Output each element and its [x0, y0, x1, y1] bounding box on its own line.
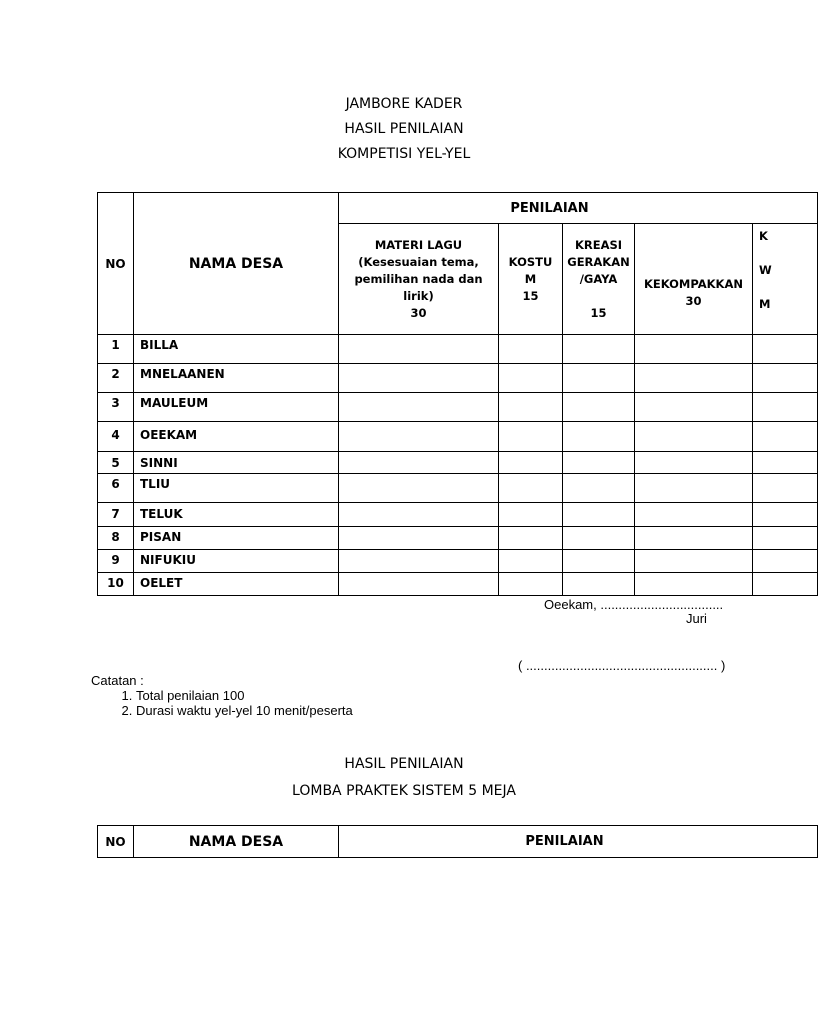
list-item: 2. Durasi waktu yel-yel 10 menit/peserta [136, 703, 353, 718]
score-table-yel-yel [97, 192, 818, 596]
signature-place-date: Oeekam, .................................. [544, 597, 724, 612]
header-kekompakkan: KEKOMPAKKAN 30 [635, 224, 753, 335]
header-kostum: KOSTU M 15 [499, 224, 563, 335]
document-title [0, 92, 808, 167]
header-materi-lagu: MATERI LAGU (Kesesuaian tema, pemilihan nada dan lirik) 30 [339, 224, 499, 335]
table-row: 1 BILLA [98, 335, 818, 364]
header-penilaian: PENILAIAN [339, 193, 818, 224]
title2-line-1: HASIL PENILAIAN [344, 756, 464, 772]
table-row: 6 TLIU [98, 474, 818, 503]
score-table-5-meja [97, 825, 818, 858]
header-kreasi-gerakan: KREASI GERAKAN /GAYA 15 [563, 224, 635, 335]
header-nama-desa: NAMA DESA [134, 826, 339, 858]
table-row: 2 MNELAANEN [98, 364, 818, 393]
table-row: 9 NIFUKIU [98, 550, 818, 573]
table-row: 7 TELUK [98, 503, 818, 527]
title-line-2: HASIL PENILAIAN [344, 121, 464, 137]
notes [91, 673, 353, 718]
signature-name-line: ( ..................................................... ) [518, 658, 726, 673]
header-nama-desa: NAMA DESA [134, 193, 339, 335]
signature-role: Juri [686, 611, 707, 626]
title-line-1: JAMBORE KADER [345, 96, 463, 112]
header-no: NO [98, 826, 134, 858]
notes-list [91, 688, 353, 718]
table-row: 4 OEEKAM [98, 422, 818, 452]
table-row: 3 MAULEUM [98, 393, 818, 422]
list-item: 1. Total penilaian 100 [136, 688, 353, 703]
header-no: NO [98, 193, 134, 335]
title-line-3: KOMPETISI YEL-YEL [337, 146, 471, 162]
table-row: 8 PISAN [98, 527, 818, 550]
header-cut-column: K W M [753, 224, 818, 335]
title2-line-2: LOMBA PRAKTEK SISTEM 5 MEJA [292, 783, 516, 799]
table-row: 10 OELET [98, 573, 818, 596]
table-row: 5 SINNI [98, 452, 818, 474]
section-title-2 [0, 751, 808, 805]
header-penilaian: PENILAIAN [339, 826, 818, 858]
notes-label: Catatan : [91, 673, 144, 688]
